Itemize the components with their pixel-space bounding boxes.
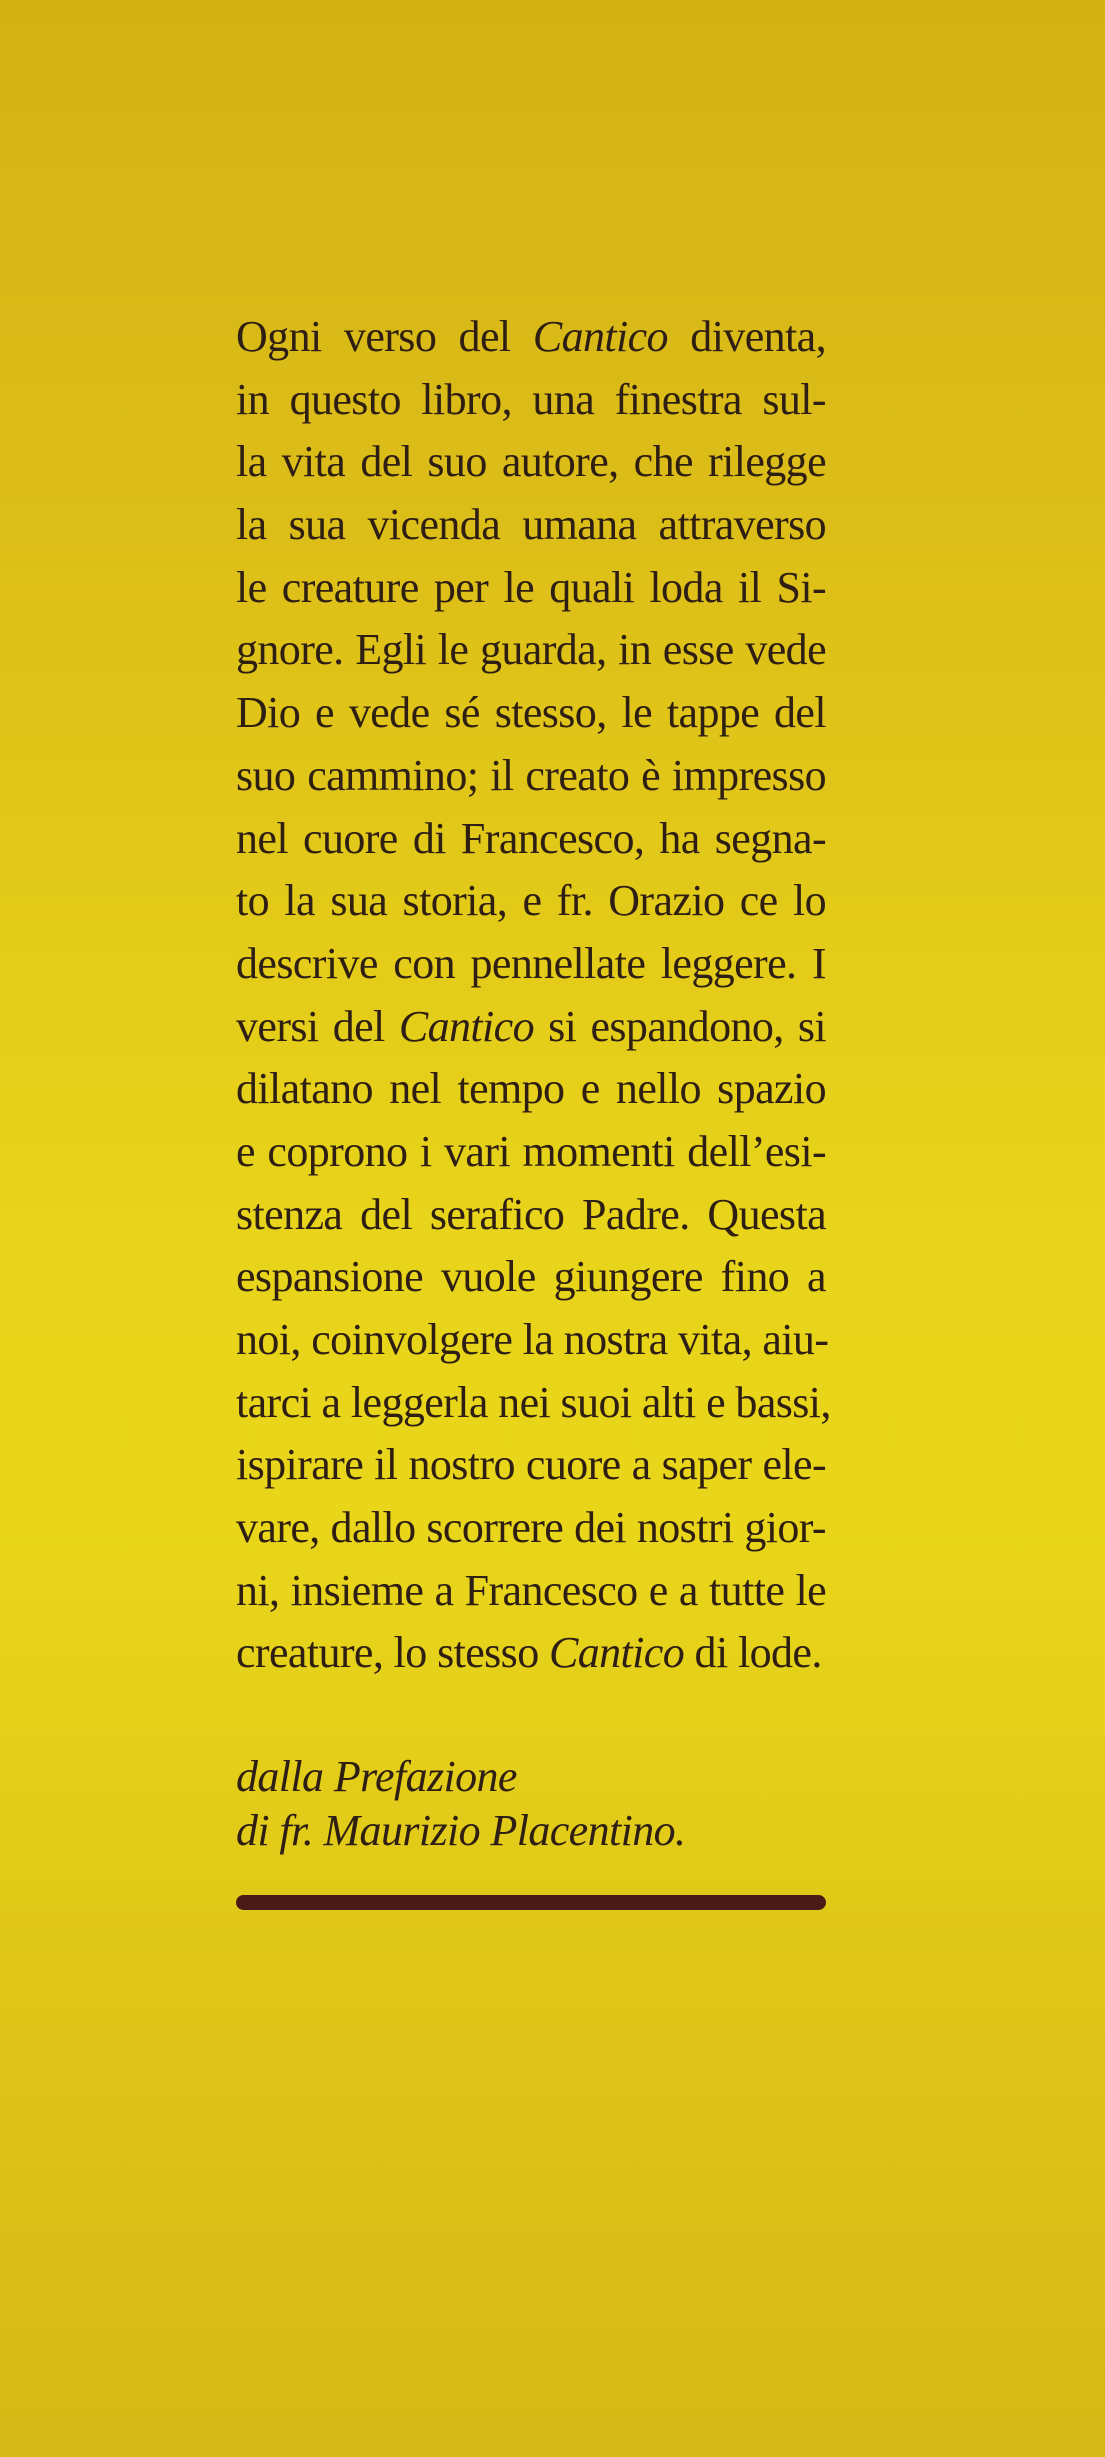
body-line-text: Dio e vede sé stesso, le tappe del xyxy=(236,688,826,738)
body-line xyxy=(236,870,826,933)
body-line-text: le creature per le quali loda il Si- xyxy=(236,562,826,612)
body-line xyxy=(236,369,826,432)
body-line xyxy=(236,682,826,745)
body-line xyxy=(236,306,826,369)
body-line-text: tarci a leggerla nei suoi alti e bassi, xyxy=(236,1377,831,1427)
body-line-text: descrive con pennellate leggere. I xyxy=(236,938,826,988)
body-line xyxy=(236,1622,826,1685)
attribution-author: di fr. Maurizio Placentino. xyxy=(236,1806,686,1855)
body-line xyxy=(236,745,826,808)
attribution xyxy=(236,1750,836,1858)
body-line-text: versi del xyxy=(236,1001,399,1051)
body-line xyxy=(236,1184,826,1247)
body-line xyxy=(236,494,826,557)
body-line-text: noi, coinvolgere la nostra vita, aiu- xyxy=(236,1315,829,1364)
body-line-text: e coprono i vari momenti dell’esi- xyxy=(236,1126,826,1176)
title-italic: Cantico xyxy=(398,1001,534,1051)
attribution-source: dalla Prefazione xyxy=(236,1752,517,1801)
body-line-text: dilatano nel tempo e nello spazio xyxy=(236,1064,826,1114)
preface-excerpt xyxy=(236,306,831,1685)
body-line xyxy=(236,1434,826,1497)
body-line-text: la sua vicenda umana attraverso xyxy=(236,500,826,550)
body-line-text: si espandono, si xyxy=(533,1001,826,1051)
body-line-text: di lode. xyxy=(684,1628,822,1678)
body-line xyxy=(236,431,826,494)
body-line xyxy=(236,557,826,620)
body-line xyxy=(236,619,826,682)
body-line-text: ispirare il nostro cuore a saper ele- xyxy=(236,1440,826,1490)
divider-bar xyxy=(236,1895,826,1910)
body-line-text: espansione vuole giungere fino a xyxy=(236,1252,826,1302)
body-line-text: ni, insieme a Francesco e a tutte le xyxy=(236,1565,826,1615)
body-line xyxy=(236,1372,831,1435)
title-italic: Cantico xyxy=(549,1628,685,1678)
body-line-text: la vita del suo autore, che rilegge xyxy=(236,437,826,487)
body-line xyxy=(236,996,826,1059)
body-line xyxy=(236,1058,826,1121)
body-line-text: nel cuore di Francesco, ha segna- xyxy=(236,813,826,863)
title-italic: Cantico xyxy=(532,312,668,361)
body-line-text: to la sua storia, e fr. Orazio ce lo xyxy=(236,876,826,926)
body-line-text: vare, dallo scorrere dei nostri gior- xyxy=(236,1503,826,1553)
body-line-text: creature, lo stesso xyxy=(236,1628,549,1678)
body-line xyxy=(236,1497,826,1560)
body-line xyxy=(236,1246,826,1309)
body-line-text: in questo libro, una finestra sul- xyxy=(236,374,826,424)
body-line-text: gnore. Egli le guarda, in esse vede xyxy=(236,625,826,675)
body-line-text: Ogni verso del xyxy=(236,312,533,361)
body-line xyxy=(236,1121,826,1184)
body-line xyxy=(236,808,826,871)
body-line xyxy=(236,1309,829,1372)
body-line-text: suo cammino; il creato è impresso xyxy=(236,750,826,800)
body-line xyxy=(236,933,826,996)
body-line xyxy=(236,1560,826,1623)
body-line-text: diventa, xyxy=(667,312,826,361)
body-line-text: stenza del serafico Padre. Questa xyxy=(236,1189,826,1239)
